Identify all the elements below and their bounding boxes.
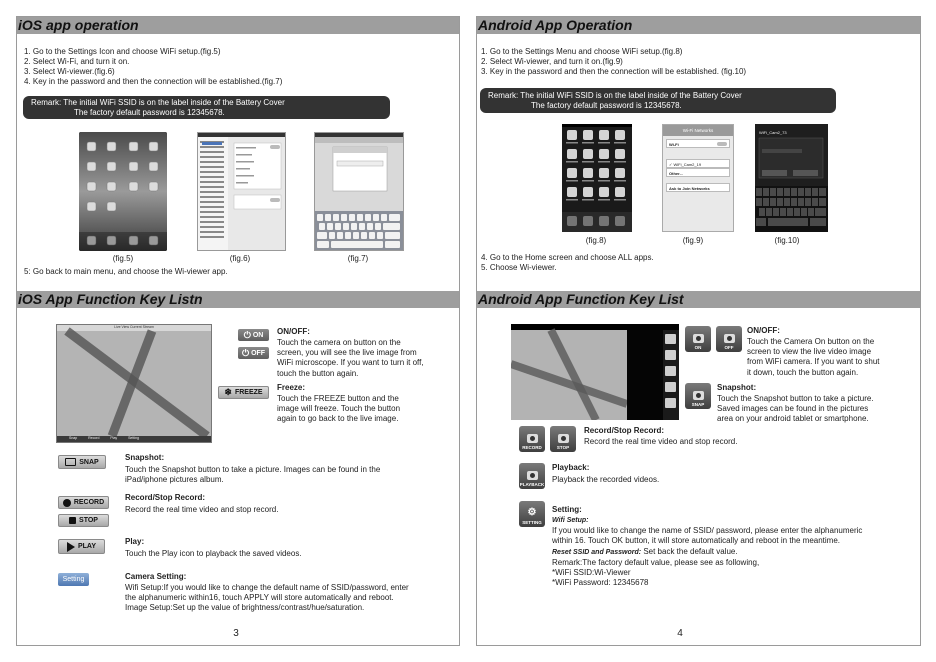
ios-snap-label: SNAP [79,458,99,466]
fig10-caption: (fig.10) [774,236,800,245]
fig8-android-apps-screenshot [562,124,632,232]
ios-play-label: PLAY [77,543,97,550]
fig5-caption: (fig.5) [112,254,134,263]
android-on-icon[interactable] [685,326,711,352]
fig10-ssid: WiFi_Cam2_73 [759,130,787,135]
page-number-4: 4 [677,628,683,639]
ios-off-label: OFF [251,349,266,357]
android-record-icon[interactable] [519,426,545,452]
android-function-title: Android App Function Key List [477,291,920,308]
android-off-icon[interactable] [716,326,742,352]
android-wifi-setup-label: Wifi Setup: [552,517,589,524]
ios-play-text: Touch the Play icon to playback the saved videos. [125,549,302,558]
live-view-setting[interactable]: Setting [128,436,139,440]
ios-stop-button[interactable] [58,514,109,527]
android-live-view-screenshot [511,324,679,420]
page-4 [476,16,921,646]
android-record-label: RECORD [522,445,542,450]
android-snap-label: SNAP [691,402,705,407]
android-reset-line [552,547,862,558]
android-steps-2 [481,253,654,273]
android-setting-icon[interactable] [519,501,545,527]
android-setting-line-2: within 16. Touch OK button, it will store automatically and reboot in the meantime. [552,536,841,546]
ios-snapshot-line-2: iPad/iphone pictures album. [125,475,224,485]
gear-icon: ⚙ [527,507,537,518]
ios-remark [23,96,390,119]
camera-icon [65,458,76,466]
wifi-screen-title: Wi-Fi Networks [663,125,733,136]
ios-freeze-line-1: Touch the FREEZE button and the [277,394,399,403]
wifi-label: Wi-Fi [669,142,679,147]
ios-freeze-line-2: image will freeze. Touch the button [277,404,401,414]
android-setting-text [552,516,862,588]
ios-snapshot-text [125,465,380,485]
film-camera-icon [558,434,569,443]
android-onoff-line-2: screen to view the live video image [747,347,872,357]
ios-camera-setting-text [125,583,409,614]
android-remark [480,88,836,113]
android-steps [481,47,746,77]
ios-onoff-line-2: screen, you will see the live image from [277,348,417,358]
ios-step-2: 2. Select Wi-Fi, and turn it on. [24,57,130,66]
fig7-ipad-password-screenshot [314,132,404,251]
android-step-4: 4. Go to the Home screen and choose ALL apps. [481,253,654,262]
android-reset-text: Set back the default value. [641,546,738,556]
android-setting-title: Setting: [552,505,582,514]
power-icon: ⏻ [243,329,251,340]
android-snapshot-title: Snapshot: [717,383,757,392]
ios-step-1: 1. Go to the Settings Icon and choose WiFi setup.(fig.5) [24,47,221,56]
android-step-5: 5. Choose Wi-viewer. [481,263,557,272]
fig9-android-wifi-screenshot [662,124,734,232]
ios-setting-button[interactable]: Setting [58,573,89,586]
android-wifi-password: *WiFi Password: 12345678 [552,578,649,588]
ios-play-title: Play: [125,537,145,546]
android-snap-icon[interactable] [685,383,711,409]
ios-step-3: 3. Select Wi-viewer.(fig.6) [24,67,115,76]
ios-freeze-line-3: again to go back to the live image. [277,414,399,424]
android-onoff-line-1: Touch the Camera On button on the [747,337,875,346]
android-onoff-text [747,337,879,378]
android-remark-default: Remark:The factory default value, please see as following, [552,557,760,567]
android-snapshot-text [717,394,874,425]
android-remark-line-1: Remark: The initial WiFi SSID is on the label inside of the Battery Cover [488,91,742,100]
android-onoff-title: ON/OFF: [747,326,780,335]
record-dot-icon [63,499,71,507]
android-step-2: 2. Select Wi-viewer, and turn it on.(fig.9) [481,57,623,66]
android-step-1: 1. Go to the Settings Menu and choose WiFi setup.(fig.8) [481,47,683,56]
ios-onoff-title: ON/OFF: [277,327,310,336]
android-snapshot-line-2: Saved images can be found in the pictures [717,404,869,414]
wifi-toggle-switch[interactable] [717,142,727,146]
ios-onoff-line-4: touch the button again. [277,368,359,378]
ios-camset-line-2: the alphanumeric within16, touch APPLY will store automatically and reboot. [125,593,394,603]
wifi-toggle-row[interactable] [666,139,730,148]
ios-freeze-button[interactable] [218,386,269,399]
android-reset-label: Reset SSID and Password: [552,548,642,556]
live-view-play[interactable]: Play [110,436,118,440]
android-playback-text: Playback the recorded videos. [552,475,660,484]
ios-freeze-text [277,394,400,425]
ios-record-button[interactable] [58,496,109,509]
page-3 [16,16,460,646]
live-view-toolbar [69,436,139,440]
ios-camset-line-3: Image Setup:Set up the value of brightness/contrast/hue/saturation. [125,603,365,613]
ios-record-text: Record the real time video and stop record. [125,505,279,514]
power-icon: ⏻ [241,347,250,358]
stop-square-icon [69,517,76,524]
ios-onoff-text [277,338,424,379]
android-off-label: OFF [724,345,734,350]
checkmark-icon: ✓ [669,162,673,167]
android-operation-title: Android App Operation [477,17,920,34]
wifi-ask-join-row[interactable]: Ask to Join Networks [666,183,730,192]
ios-freeze-label: FREEZE [234,389,263,396]
ios-live-view-screenshot [56,324,212,443]
ios-camera-setting-title: Camera Setting: [125,572,187,581]
android-stop-icon[interactable] [550,426,576,452]
android-on-label: ON [694,345,702,350]
live-view-record[interactable]: Record [88,436,100,440]
fig5-ipad-home-screenshot [79,132,167,251]
film-camera-icon [527,434,538,443]
android-snapshot-line-3: area on your android tablet or smartphone. [717,414,869,424]
android-setting-label: SETTING [522,520,542,525]
ios-record-title: Record/Stop Record: [125,493,206,502]
ios-steps [24,47,282,87]
camera-lens-icon [693,334,704,343]
fig8-caption: (fig.8) [585,236,607,245]
ios-record-label: RECORD [73,499,105,506]
page-number-3: 3 [233,628,239,639]
android-step-3: 3. Key in the password and then the connection will be established. (fig.10) [481,67,747,76]
android-playback-label: PLAYBACK [519,482,545,487]
android-record-title: Record/Stop Record: [584,426,665,435]
android-playback-icon[interactable] [519,463,545,489]
wifi-other-row[interactable]: Other... [666,168,730,177]
fig6-ipad-settings-screenshot [197,132,286,251]
camera-lens-icon [724,334,735,343]
ios-operation-title: iOS app operation [17,17,459,34]
ios-remark-line-1: Remark: The initial WiFi SSID is on the label inside of the Battery Cover [31,98,285,107]
fig7-caption: (fig.7) [347,254,369,263]
fig10-android-password-screenshot [755,124,828,232]
ios-onoff-line-3: WiFi microscope. If you want to turn it off, [277,358,424,368]
ios-snap-button[interactable] [58,455,106,469]
ios-step-5: 5: Go back to main menu, and choose the Wi-viewer app. [24,267,228,276]
android-playback-title: Playback: [552,463,590,472]
ios-on-button[interactable] [238,329,269,341]
ios-on-label: ON [252,331,264,339]
ios-camset-line-1: Wifi Setup:If you would like to change the default name of SSID/password, enter [125,583,409,592]
android-onoff-line-4: it down, touch the button again. [747,367,859,377]
live-view-title: Live View Current Stream [114,325,154,329]
camera-lens-icon [693,391,704,400]
wifi-network-row[interactable] [666,159,730,168]
ios-stop-label: STOP [79,517,98,524]
fig9-caption: (fig.9) [682,236,704,245]
ios-function-title: iOS App Function Key Listn [17,291,459,308]
android-onoff-line-3: from WiFi camera. If you want to shut [747,357,880,367]
ios-play-button[interactable] [58,539,105,554]
ios-remark-line-2: The factory default password is 12345678. [74,108,225,117]
wifi-network-name: WiFi_Cam2_19 [673,162,702,167]
snowflake-icon: ❄ [224,387,232,397]
android-wifi-ssid: *WiFi SSID:Wi-Viewer [552,568,631,578]
android-record-text: Record the real time video and stop record. [584,437,738,446]
ios-snapshot-title: Snapshot: [125,453,165,462]
ios-snapshot-line-1: Touch the Snapshot button to take a picture. Images can be found in the [125,465,381,474]
live-view-snap[interactable]: Snap [69,436,78,440]
android-remark-line-2: The factory default password is 12345678. [531,101,682,110]
android-stop-label: STOP [556,445,570,450]
ios-off-button[interactable] [238,347,269,359]
play-triangle-icon [67,542,75,552]
fig6-caption: (fig.6) [229,254,251,263]
android-snapshot-line-1: Touch the Snapshot button to take a picture. [717,394,874,403]
ios-onoff-line-1: Touch the camera on button on the [277,338,401,347]
android-setting-line-1: If you would like to change the name of SSID/ password, please enter the alphanumeric [552,526,863,536]
ios-step-4: 4. Key in the password and then the connection will be established.(fig.7) [24,77,283,86]
film-camera-icon [527,471,538,480]
ios-freeze-title: Freeze: [277,383,306,392]
